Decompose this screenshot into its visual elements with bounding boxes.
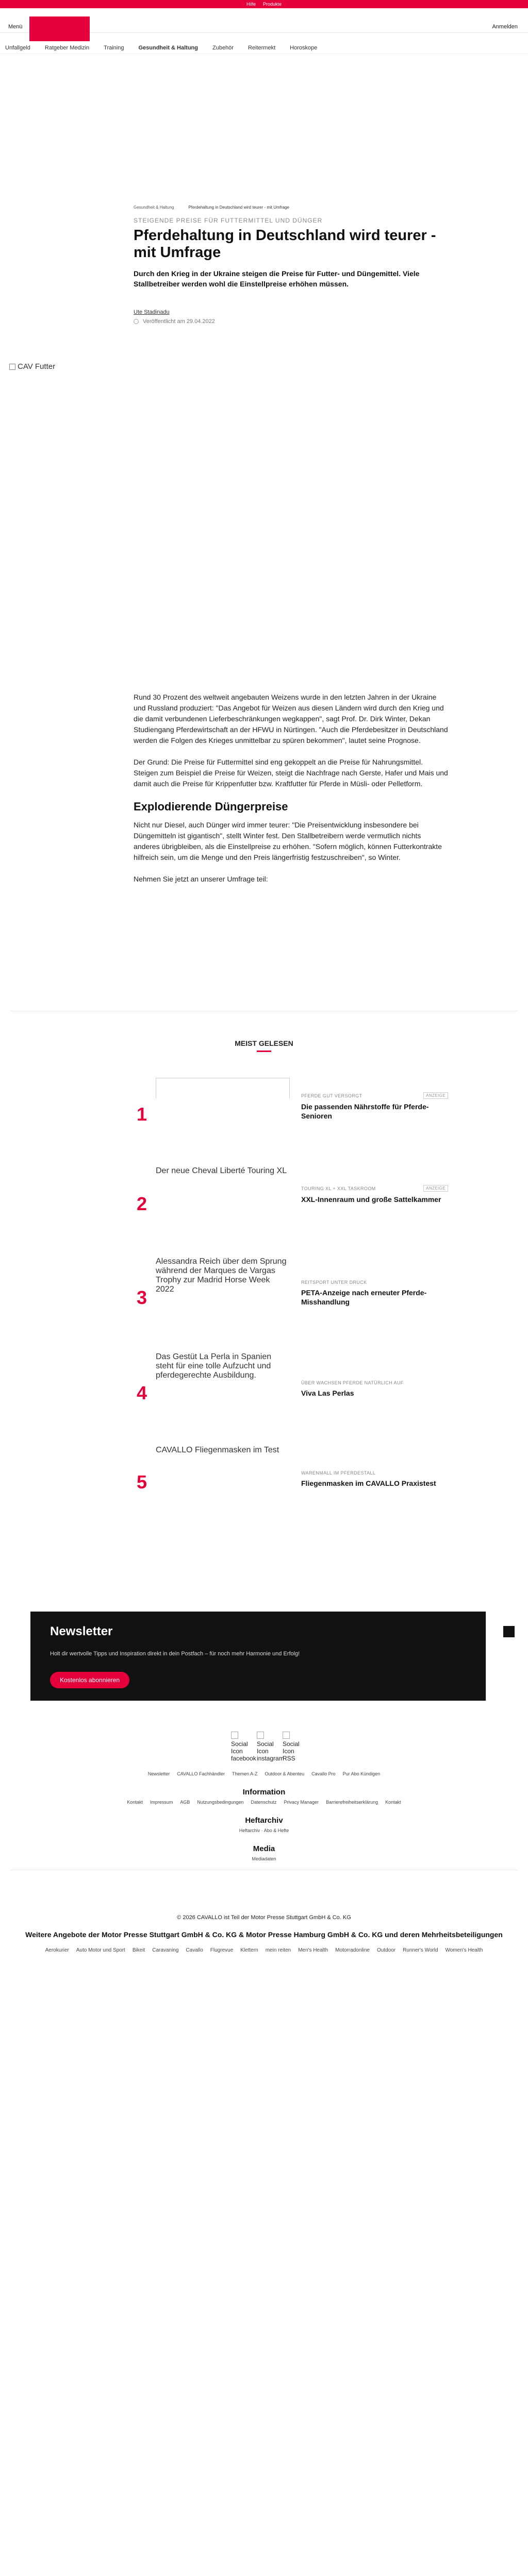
most-read-rank: 4 xyxy=(137,1382,147,1403)
partner-link[interactable]: mein reiten xyxy=(265,1947,291,1953)
article-lead: Durch den Krieg in der Ukraine steigen die Preise für Futter- und Düngemittel. Viele Stallbetreiber werden wohl die Einstellpreise erhöhen müssen. xyxy=(134,269,420,288)
published-text: Veröffentlicht am 29.04.2022 xyxy=(143,318,215,325)
footer-link[interactable]: Cavallo Pro xyxy=(311,1771,336,1776)
most-read-headline[interactable]: XXL-Innenraum und große Sattelkammer xyxy=(301,1195,441,1204)
most-read-headline[interactable]: Fliegenmasken im CAVALLO Praxistest xyxy=(301,1479,436,1487)
footer-link[interactable]: CAVALLO Fachhändler xyxy=(177,1771,225,1776)
most-read-image[interactable]: Das Gestüt La Perla in Spanien steht für eine tolle Aufzucht und pferdegerechte Ausbildung. xyxy=(156,1352,272,1380)
social-links xyxy=(0,1717,528,1762)
menu-button[interactable]: Menü xyxy=(8,24,23,30)
most-read-image[interactable] xyxy=(156,1078,290,1098)
partner-link[interactable]: Motorradonline xyxy=(335,1947,370,1953)
article-paragraph: Nicht nur Diesel, auch Dünger wird immer teurer: "Die Preisentwicklung insbesondere bei Düngemitteln ist gigantisch", stellt Winter fest. Den Stallbetreibern werde vermutlich nichts anderes übrigbleiben, als die Einstellpreise zu erhöhen. "Sofern möglich, können Futterkontrakte hilfreich sein, um die Menge und den Preis längerfristig festzuschreiben", so Winter. xyxy=(134,821,442,861)
newsletter-subscribe-button[interactable]: Kostenlos abonnieren xyxy=(50,1672,129,1688)
most-read-rank: 3 xyxy=(137,1287,147,1308)
nav-item-gesundheit-haltung[interactable]: Gesundheit & Haltung xyxy=(138,44,198,51)
partner-link[interactable]: Cavallo xyxy=(186,1947,203,1953)
partner-link[interactable]: Caravaning xyxy=(152,1947,179,1953)
article-paragraph: Der Grund: Die Preise für Futtermittel sind eng gekoppelt an die Preise für Nahrungsmittel. Steigen zum Beispiel die Preise für Weizen, steigt die Nachfrage nach Gerste, Hafer und Mais und damit auch die Preise für Krippenfutter bzw. Kraftfutter für Pferde in Müsli- oder Pelletform. xyxy=(134,758,448,788)
most-read-item[interactable] xyxy=(134,1074,448,1151)
topbar-help-link[interactable]: Hilfe xyxy=(246,2,256,7)
author-link[interactable]: Ute Stadinadu xyxy=(134,309,170,315)
most-read-item[interactable] xyxy=(134,1446,448,1523)
most-read-rank: 2 xyxy=(137,1193,147,1214)
site-footer xyxy=(0,1717,528,1955)
most-read-item[interactable] xyxy=(134,1257,448,1334)
more-offers-title: Weitere Angebote der Motor Presse Stuttgart GmbH & Co. KG & Motor Presse Hamburg GmbH & Co. KG und deren Mehrheitsbeteiligungen xyxy=(25,1930,503,1939)
partner-link[interactable]: Aerokurier xyxy=(45,1947,69,1953)
heading-underline xyxy=(257,1050,271,1052)
clock-icon xyxy=(134,319,139,324)
footer-link[interactable]: Privacy Manager xyxy=(284,1800,319,1805)
instagram-icon[interactable]: Social Icon instagram xyxy=(257,1732,271,1762)
most-read-title: MEIST GELESEN xyxy=(235,1039,293,1047)
ad-badge: ANZEIGE xyxy=(423,1092,448,1099)
most-read-headline[interactable]: Viva Las Perlas xyxy=(301,1389,354,1397)
footer-link[interactable]: AGB xyxy=(180,1800,190,1805)
published-date xyxy=(134,318,448,325)
article-kicker: STEIGENDE PREISE FÜR FUTTERMITTEL UND DÜNGER xyxy=(134,217,323,224)
footer-link[interactable]: Newsletter xyxy=(147,1771,170,1776)
partner-link[interactable]: Men's Health xyxy=(298,1947,328,1953)
footer-link[interactable]: Impressum xyxy=(150,1800,173,1805)
footer-link[interactable]: Kontakt xyxy=(127,1800,143,1805)
nav-item-unfallgeld[interactable]: Unfallgeld xyxy=(5,44,30,51)
breadcrumb-current: Pferdehaltung in Deutschland wird teurer - mit Umfrage xyxy=(188,205,289,210)
article-subheading: Explodierende Düngerpreise xyxy=(134,800,288,813)
most-read-text xyxy=(301,1470,448,1488)
partner-link[interactable]: Bikeit xyxy=(132,1947,145,1953)
most-read-image[interactable]: Der neue Cheval Liberté Touring XL xyxy=(156,1166,287,1175)
more-offers-links xyxy=(4,1946,524,1955)
most-read-text xyxy=(301,1380,448,1398)
rss-icon[interactable]: Social Icon RSS xyxy=(283,1732,297,1762)
footer-links-row xyxy=(0,1771,528,1776)
hero-image xyxy=(9,362,92,371)
most-read-item[interactable] xyxy=(134,1352,448,1430)
article-body xyxy=(134,692,448,895)
most-read-rank: 5 xyxy=(137,1471,147,1493)
article-title: Pferdehaltung in Deutschland wird teurer - mit Umfrage xyxy=(134,227,436,261)
most-read-headline[interactable]: Die passenden Nährstoffe für Pferde-Senioren xyxy=(301,1103,429,1120)
copyright: © 2026 CAVALLO ist Teil der Motor Presse Stuttgart GmbH & Co. KG xyxy=(177,1914,351,1921)
most-read-kicker: WARENMALL IM PFERDESTALL xyxy=(301,1470,376,1476)
breadcrumb xyxy=(134,201,448,214)
login-button[interactable]: Anmelden xyxy=(492,24,518,30)
nav-item-reitermekt[interactable]: Reitermekt xyxy=(248,44,276,51)
facebook-icon[interactable]: Social Icon facebook xyxy=(231,1732,245,1762)
most-read-image[interactable]: CAVALLO Fliegenmasken im Test xyxy=(156,1446,279,1454)
partner-link[interactable]: Outdoor xyxy=(376,1947,396,1953)
footer-link[interactable]: Themen A-Z xyxy=(232,1771,258,1776)
most-read-text xyxy=(301,1092,448,1121)
most-read-text xyxy=(301,1185,448,1204)
most-read-kicker: PFERDE GUT VERSORGT xyxy=(301,1093,362,1098)
newsletter-image xyxy=(503,1626,515,1637)
footer-info-links xyxy=(0,1800,528,1805)
footer-link[interactable]: Kontakt xyxy=(385,1800,401,1805)
most-read-image[interactable]: Alessandra Reich über dem Sprung während der Marques de Vargas Trophy zur Madrid Horse Week 2022 xyxy=(156,1257,287,1294)
newsletter-title: Newsletter xyxy=(50,1624,113,1638)
most-read-kicker: REITSPORT UNTER DRUCK xyxy=(301,1280,367,1285)
footer-heftarchiv-title: Heftarchiv xyxy=(245,1816,283,1825)
nav-item-ratgeber-medizin[interactable]: Ratgeber Medizin xyxy=(44,44,90,51)
ad-badge: ANZEIGE xyxy=(423,1185,448,1192)
article-header xyxy=(134,201,448,325)
most-read-rank: 1 xyxy=(137,1104,147,1125)
footer-link[interactable]: Barrierefreiheitserklärung xyxy=(326,1800,378,1805)
nav-item-training[interactable]: Training xyxy=(104,44,124,51)
article-paragraph: Rund 30 Prozent des weltweit angebauten Weizens wurde in den letzten Jahren in der Ukraine und Russland produziert: "Das Angebot für Weizen aus diesen Ländern wird durch den Krieg und die damit verbundenen Lieferbeschränkungen wegkappen", sagt Prof. Dr. Dirk Winter, Dekan Studiengang Pferdewirtschaft an der HFWU in Nürtingen. "Auch die Pferdebesitzer in Deutschland werden die Folgen des Krieges unmittelbar zu spüren bekommen", lautet seine Prognose. xyxy=(134,693,448,744)
nav-item-zubehoer[interactable]: Zubehör xyxy=(212,44,234,51)
breadcrumb-item[interactable]: Gesundheit & Haltung xyxy=(134,205,174,210)
footer-link[interactable]: Nutzungsbedingungen xyxy=(197,1800,244,1805)
newsletter-text: Holt dir wertvolle Tipps und Inspiration direkt in dein Postfach – für noch mehr Harmonie und Erfolg! xyxy=(50,1651,300,1657)
most-read-headline[interactable]: PETA-Anzeige nach erneuter Pferde-Misshandlung xyxy=(301,1289,427,1306)
most-read-heading xyxy=(0,1039,528,1052)
most-read-kicker: TOURING XL + XXL TASKROOM xyxy=(301,1185,376,1191)
newsletter-side-panel xyxy=(486,1612,528,1701)
top-bar xyxy=(0,0,528,8)
article-paragraph: Nehmen Sie jetzt an unserer Umfrage teil: xyxy=(134,875,268,883)
most-read-kicker: ÜBER WACHSEN PFERDE NATÜRLICH AUF xyxy=(301,1380,404,1385)
topbar-products-link[interactable]: Produkte xyxy=(262,2,282,7)
partner-link[interactable]: Women's Health xyxy=(445,1947,483,1953)
partner-link[interactable]: Klettern xyxy=(240,1947,258,1953)
partner-link[interactable]: Flugrevue xyxy=(210,1947,234,1953)
ad-space xyxy=(0,54,528,201)
most-read-item[interactable] xyxy=(134,1166,448,1244)
newsletter-box xyxy=(30,1612,528,1701)
main-nav xyxy=(0,42,528,54)
footer-media-link[interactable]: Mediadaten xyxy=(252,1856,276,1861)
footer-link[interactable]: Outdoor & Abenteu xyxy=(265,1771,305,1776)
broken-image-icon xyxy=(9,364,15,370)
footer-link[interactable]: Pur Abo Kündigen xyxy=(342,1771,381,1776)
nav-item-horoskope[interactable]: Horoskope xyxy=(290,44,318,51)
footer-info-title: Information xyxy=(242,1788,286,1797)
footer-media-title: Media xyxy=(253,1844,275,1853)
partner-link[interactable]: Auto Motor und Sport xyxy=(76,1947,125,1953)
footer-link[interactable]: Datenschutz xyxy=(251,1800,277,1805)
footer-heftarchiv-links[interactable]: Heftarchiv · Abo & Hefte xyxy=(239,1828,289,1833)
site-header xyxy=(0,8,528,33)
hero-image-alt: CAV Futter xyxy=(18,362,56,371)
most-read-text xyxy=(301,1280,448,1307)
partner-link[interactable]: Runner's World xyxy=(403,1947,438,1953)
site-logo[interactable] xyxy=(29,16,90,41)
